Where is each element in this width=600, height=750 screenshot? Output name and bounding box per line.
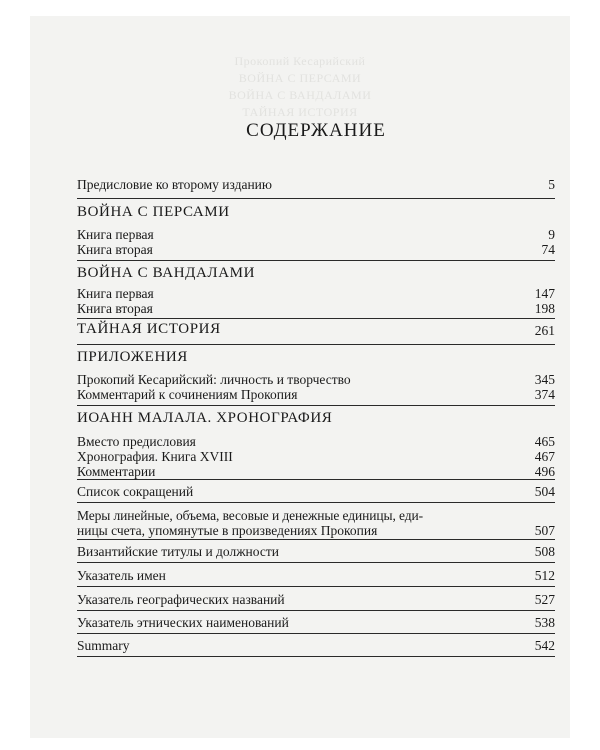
bleed-through-line: ВОЙНА С ВАНДАЛАМИ — [228, 88, 372, 102]
toc-page-number: 527 — [534, 592, 555, 607]
section-divider — [77, 260, 555, 261]
section-divider — [77, 318, 555, 319]
toc-entry-label: Вместо предисловия — [77, 434, 196, 449]
section-heading-secret-history: ТАЙНАЯ ИСТОРИЯ — [77, 321, 221, 337]
toc-entry-label: Список сокращений — [77, 484, 194, 499]
toc-page-number: 542 — [534, 638, 555, 653]
section-divider — [77, 344, 555, 345]
toc-entry-label: Указатель этнических наименований — [77, 615, 289, 630]
section-divider — [77, 502, 555, 503]
toc-entry-label: Хронография. Книга XVIII — [77, 449, 233, 464]
toc-entry-label: Прокопий Кесарийский: личность и творчество — [77, 372, 351, 387]
toc-page-number: 467 — [534, 449, 555, 464]
toc-page-number: 9 — [548, 227, 555, 242]
section-divider — [77, 479, 555, 480]
section-divider — [77, 405, 555, 406]
toc-page-number: 147 — [534, 286, 555, 301]
toc-entry-label: Summary — [77, 638, 130, 653]
section-divider — [77, 656, 555, 657]
toc-entry-label: Указатель географических названий — [77, 592, 285, 607]
toc-entry-label: Книга первая — [77, 227, 154, 242]
section-divider — [77, 633, 555, 634]
toc-page-number: 512 — [534, 568, 555, 583]
toc-entry-label-line-2: ницы счета, упомянутые в произведениях Прокопия — [77, 523, 378, 538]
toc-entry-label: Предисловие ко второму изданию — [77, 177, 272, 192]
toc-page-number: 5 — [548, 177, 555, 192]
section-divider — [77, 539, 555, 540]
book-page — [30, 16, 570, 738]
section-heading-appendices: ПРИЛОЖЕНИЯ — [77, 349, 188, 365]
section-divider — [77, 610, 555, 611]
toc-page-number: 507 — [534, 523, 555, 538]
toc-page-number: 198 — [534, 301, 555, 316]
section-divider — [77, 586, 555, 587]
section-heading-persian-war: ВОЙНА С ПЕРСАМИ — [77, 204, 230, 220]
toc-entry-label: Комментарии — [77, 464, 156, 479]
toc-page-number: 538 — [534, 615, 555, 630]
toc-entry-label-line-1: Меры линейные, объема, весовые и денежные единицы, еди- — [77, 508, 424, 523]
page-title: СОДЕРЖАНИЕ — [246, 120, 386, 141]
toc-page-number: 261 — [534, 323, 555, 338]
bleed-through-line: ВОЙНА С ПЕРСАМИ — [238, 71, 362, 85]
toc-page-number: 345 — [534, 372, 555, 387]
toc-entry-label: Книга первая — [77, 286, 154, 301]
toc-entry-label: Комментарий к сочинениям Прокопия — [77, 387, 298, 402]
section-heading-malalas: ИОАНН МАЛАЛА. ХРОНОГРАФИЯ — [77, 410, 333, 426]
toc-page-number: 374 — [534, 387, 555, 402]
bleed-through-line: ТАЙНАЯ ИСТОРИЯ — [242, 105, 358, 119]
toc-entry-label: Указатель имен — [77, 568, 166, 583]
section-divider — [77, 562, 555, 563]
bleed-through-line: Прокопий Кесарийский — [234, 54, 366, 68]
toc-entry-label: Книга вторая — [77, 301, 153, 316]
section-divider — [77, 198, 555, 199]
toc-entry-label: Книга вторая — [77, 242, 153, 257]
toc-page-number: 504 — [534, 484, 555, 499]
section-heading-vandal-war: ВОЙНА С ВАНДАЛАМИ — [77, 265, 256, 281]
toc-page-number: 465 — [534, 434, 555, 449]
toc-entry-label: Византийские титулы и должности — [77, 544, 279, 559]
toc-page-number: 496 — [534, 464, 555, 479]
toc-page-number: 74 — [541, 242, 555, 257]
toc-page-number: 508 — [534, 544, 555, 559]
